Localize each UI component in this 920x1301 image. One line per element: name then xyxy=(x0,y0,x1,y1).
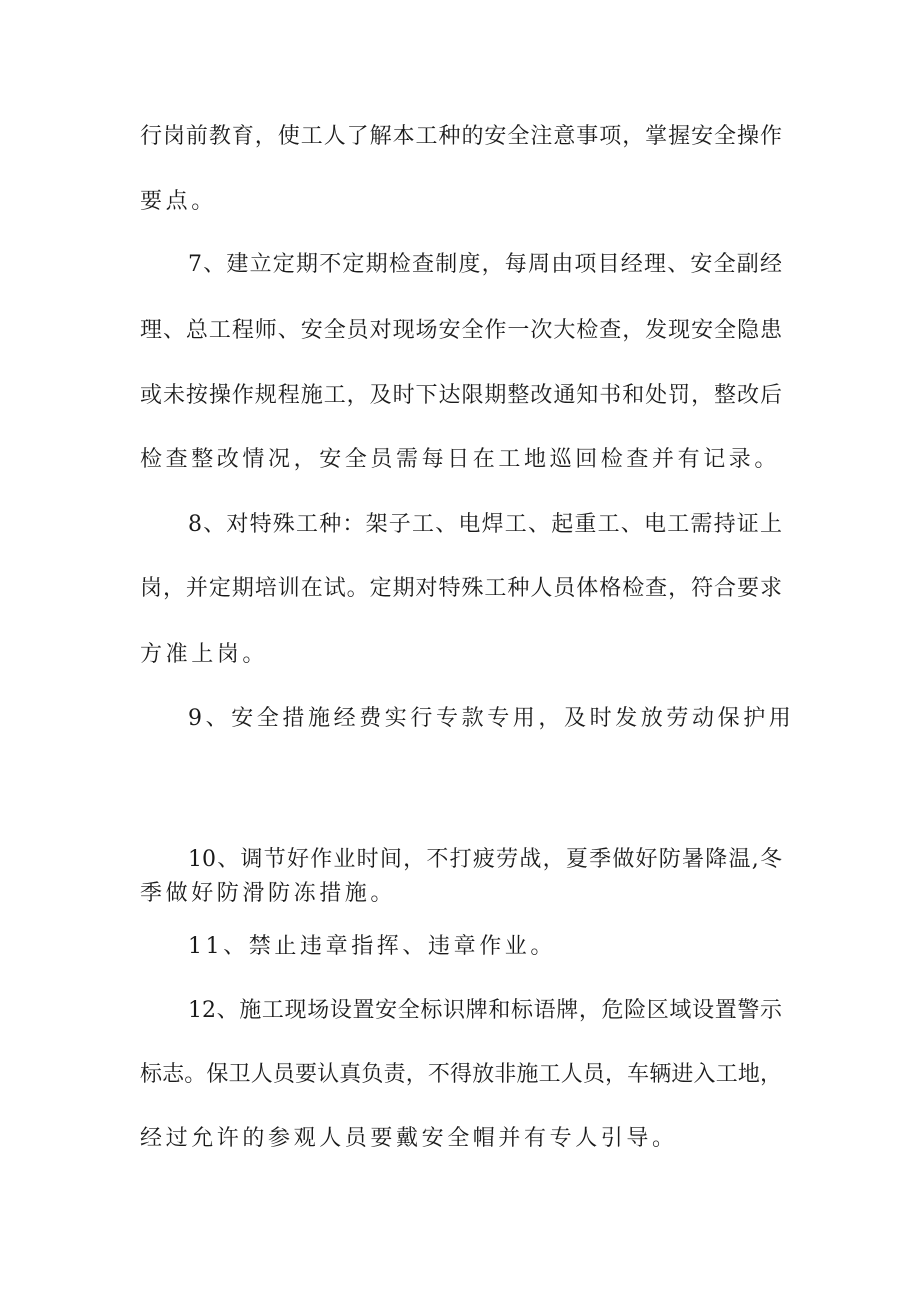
paragraph-7-line-2: 理、总工程师、安全员对现场安全作一次大检查，发现安全隐患 xyxy=(140,318,782,343)
paragraph-10-line-2: 季做好防滑防冻措施。 xyxy=(140,881,397,906)
paragraph-8-line-3: 方准上岗。 xyxy=(140,642,269,667)
paragraph-10-line-1: 10、调节好作业时间，不打疲劳战，夏季做好防暑降温,冬 xyxy=(188,847,782,872)
paragraph-6-line-2: 要点。 xyxy=(140,189,217,214)
paragraph-9-line-1: 9、安全措施经费实行专款专用，及时发放劳动保护用 xyxy=(188,706,795,731)
paragraph-8-line-1: 8、对特殊工种：架子工、电焊工、起重工、电工需持证上 xyxy=(188,512,782,537)
paragraph-7-line-3: 或未按操作规程施工，及时下达限期整改通知书和处罚，整改后 xyxy=(140,383,782,408)
paragraph-6-line-1: 行岗前教育，使工人了解本工种的安全注意事项，掌握安全操作 xyxy=(140,124,782,149)
paragraph-12-line-1: 12、施工现场设置安全标识牌和标语牌，危险区域设置警示 xyxy=(188,998,782,1023)
paragraph-8-line-2: 岗，并定期培训在试。定期对特殊工种人员体格检查，符合要求 xyxy=(140,576,782,601)
paragraph-12-line-2: 标志。保卫人员要认真负责，不得放非施工人员，车辆进入工地， xyxy=(140,1062,782,1087)
paragraph-7-line-1: 7、建立定期不定期检查制度，每周由项目经理、安全副经 xyxy=(188,252,782,277)
paragraph-12-line-3: 经过允许的参观人员要戴安全帽并有专人引导。 xyxy=(140,1126,678,1151)
paragraph-11-line-1: 11、禁止违章指挥、违章作业。 xyxy=(188,934,556,959)
paragraph-7-line-4: 检查整改情况，安全员需每日在工地巡回检查并有记录。 xyxy=(140,447,781,472)
